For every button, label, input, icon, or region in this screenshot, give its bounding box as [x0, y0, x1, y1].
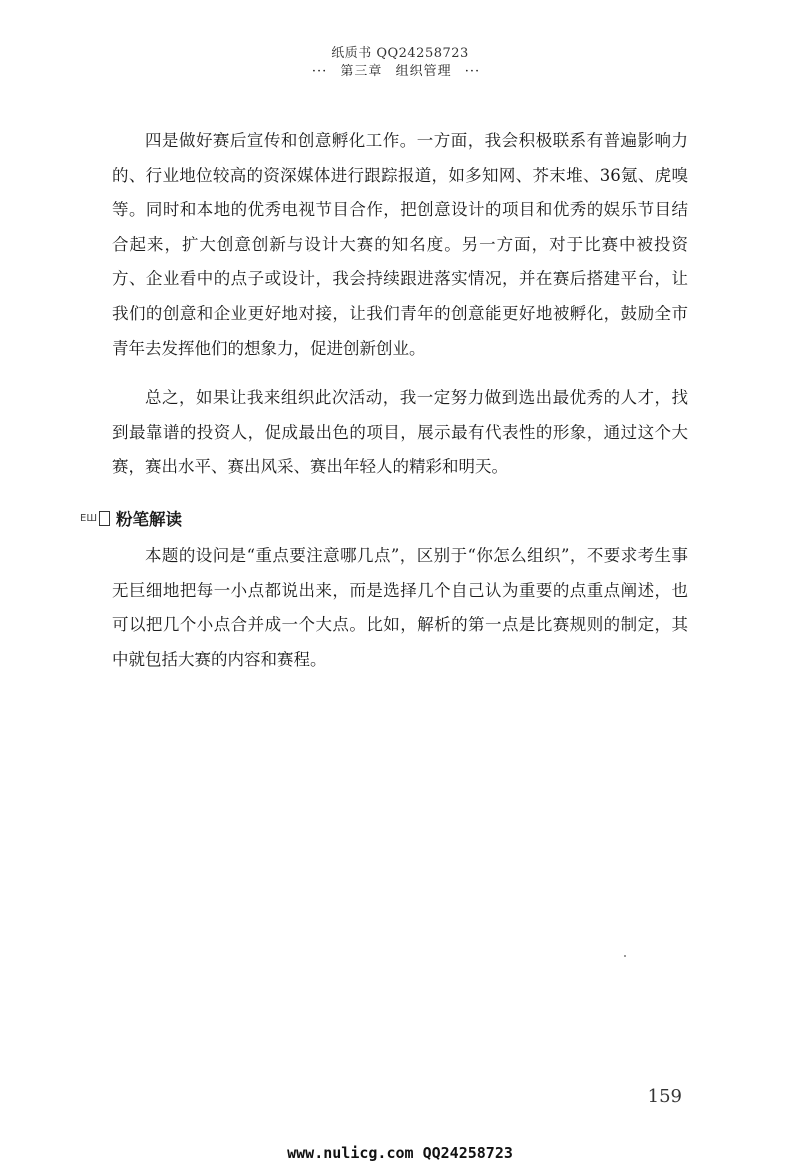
paragraph-interpretation: 本题的设问是“重点要注意哪几点”，区别于“你怎么组织”，不要求考生事无巨细地把每一小点都说出来，而是选择几个自己认为重要的点重点阐述，也可以把几个小点合并成一个大点。比如，解析的第一点是比赛规则的制定，其中就包括大赛的内容和赛程。 — [112, 546, 688, 669]
scan-speck — [624, 955, 626, 957]
paragraph-summary: 总之，如果让我来组织此次活动，我一定努力做到选出最优秀的人才，找到最靠谱的投资人，促成最出色的项目，展示最有代表性的形象，通过这个大赛，赛出水平、赛出风采、赛出年轻人的精彩和明天。 — [112, 388, 688, 477]
section-title: 粉笔解读 — [116, 510, 183, 529]
section-heading — [80, 506, 182, 530]
header-prefix: ··· — [311, 64, 328, 79]
header-watermark: 纸质书 QQ24258723 — [331, 46, 469, 61]
chapter-label: 第三章 — [340, 64, 383, 79]
page-number: 159 — [647, 1086, 682, 1107]
running-header — [0, 60, 800, 79]
paragraph-promotion: 四是做好赛后宣传和创意孵化工作。一方面，我会积极联系有普遍影响力的、行业地位较高的资深媒体进行跟踪报道，如多知网、芥末堆、36氪、虎嗅等。同时和本地的优秀电视节目合作，把创意设计的项目和优秀的娱乐节目结合起来，扩大创意创新与设计大赛的知名度。另一方面，对于比赛中被投资方、企业看中的点子或设计，我会持续跟进落实情况，并在赛后搭建平台，让我们的创意和企业更好地对接，让我们青年的创意能更好地被孵化，鼓励全市青年去发挥他们的想象力，促进创新创业。 — [112, 131, 688, 358]
header-suffix: ··· — [464, 64, 481, 79]
section-label: 组织管理 — [395, 64, 452, 79]
book-icon: ЕШ — [80, 511, 110, 526]
footer-url: www.nulicg.com QQ24258723 — [287, 1144, 513, 1162]
